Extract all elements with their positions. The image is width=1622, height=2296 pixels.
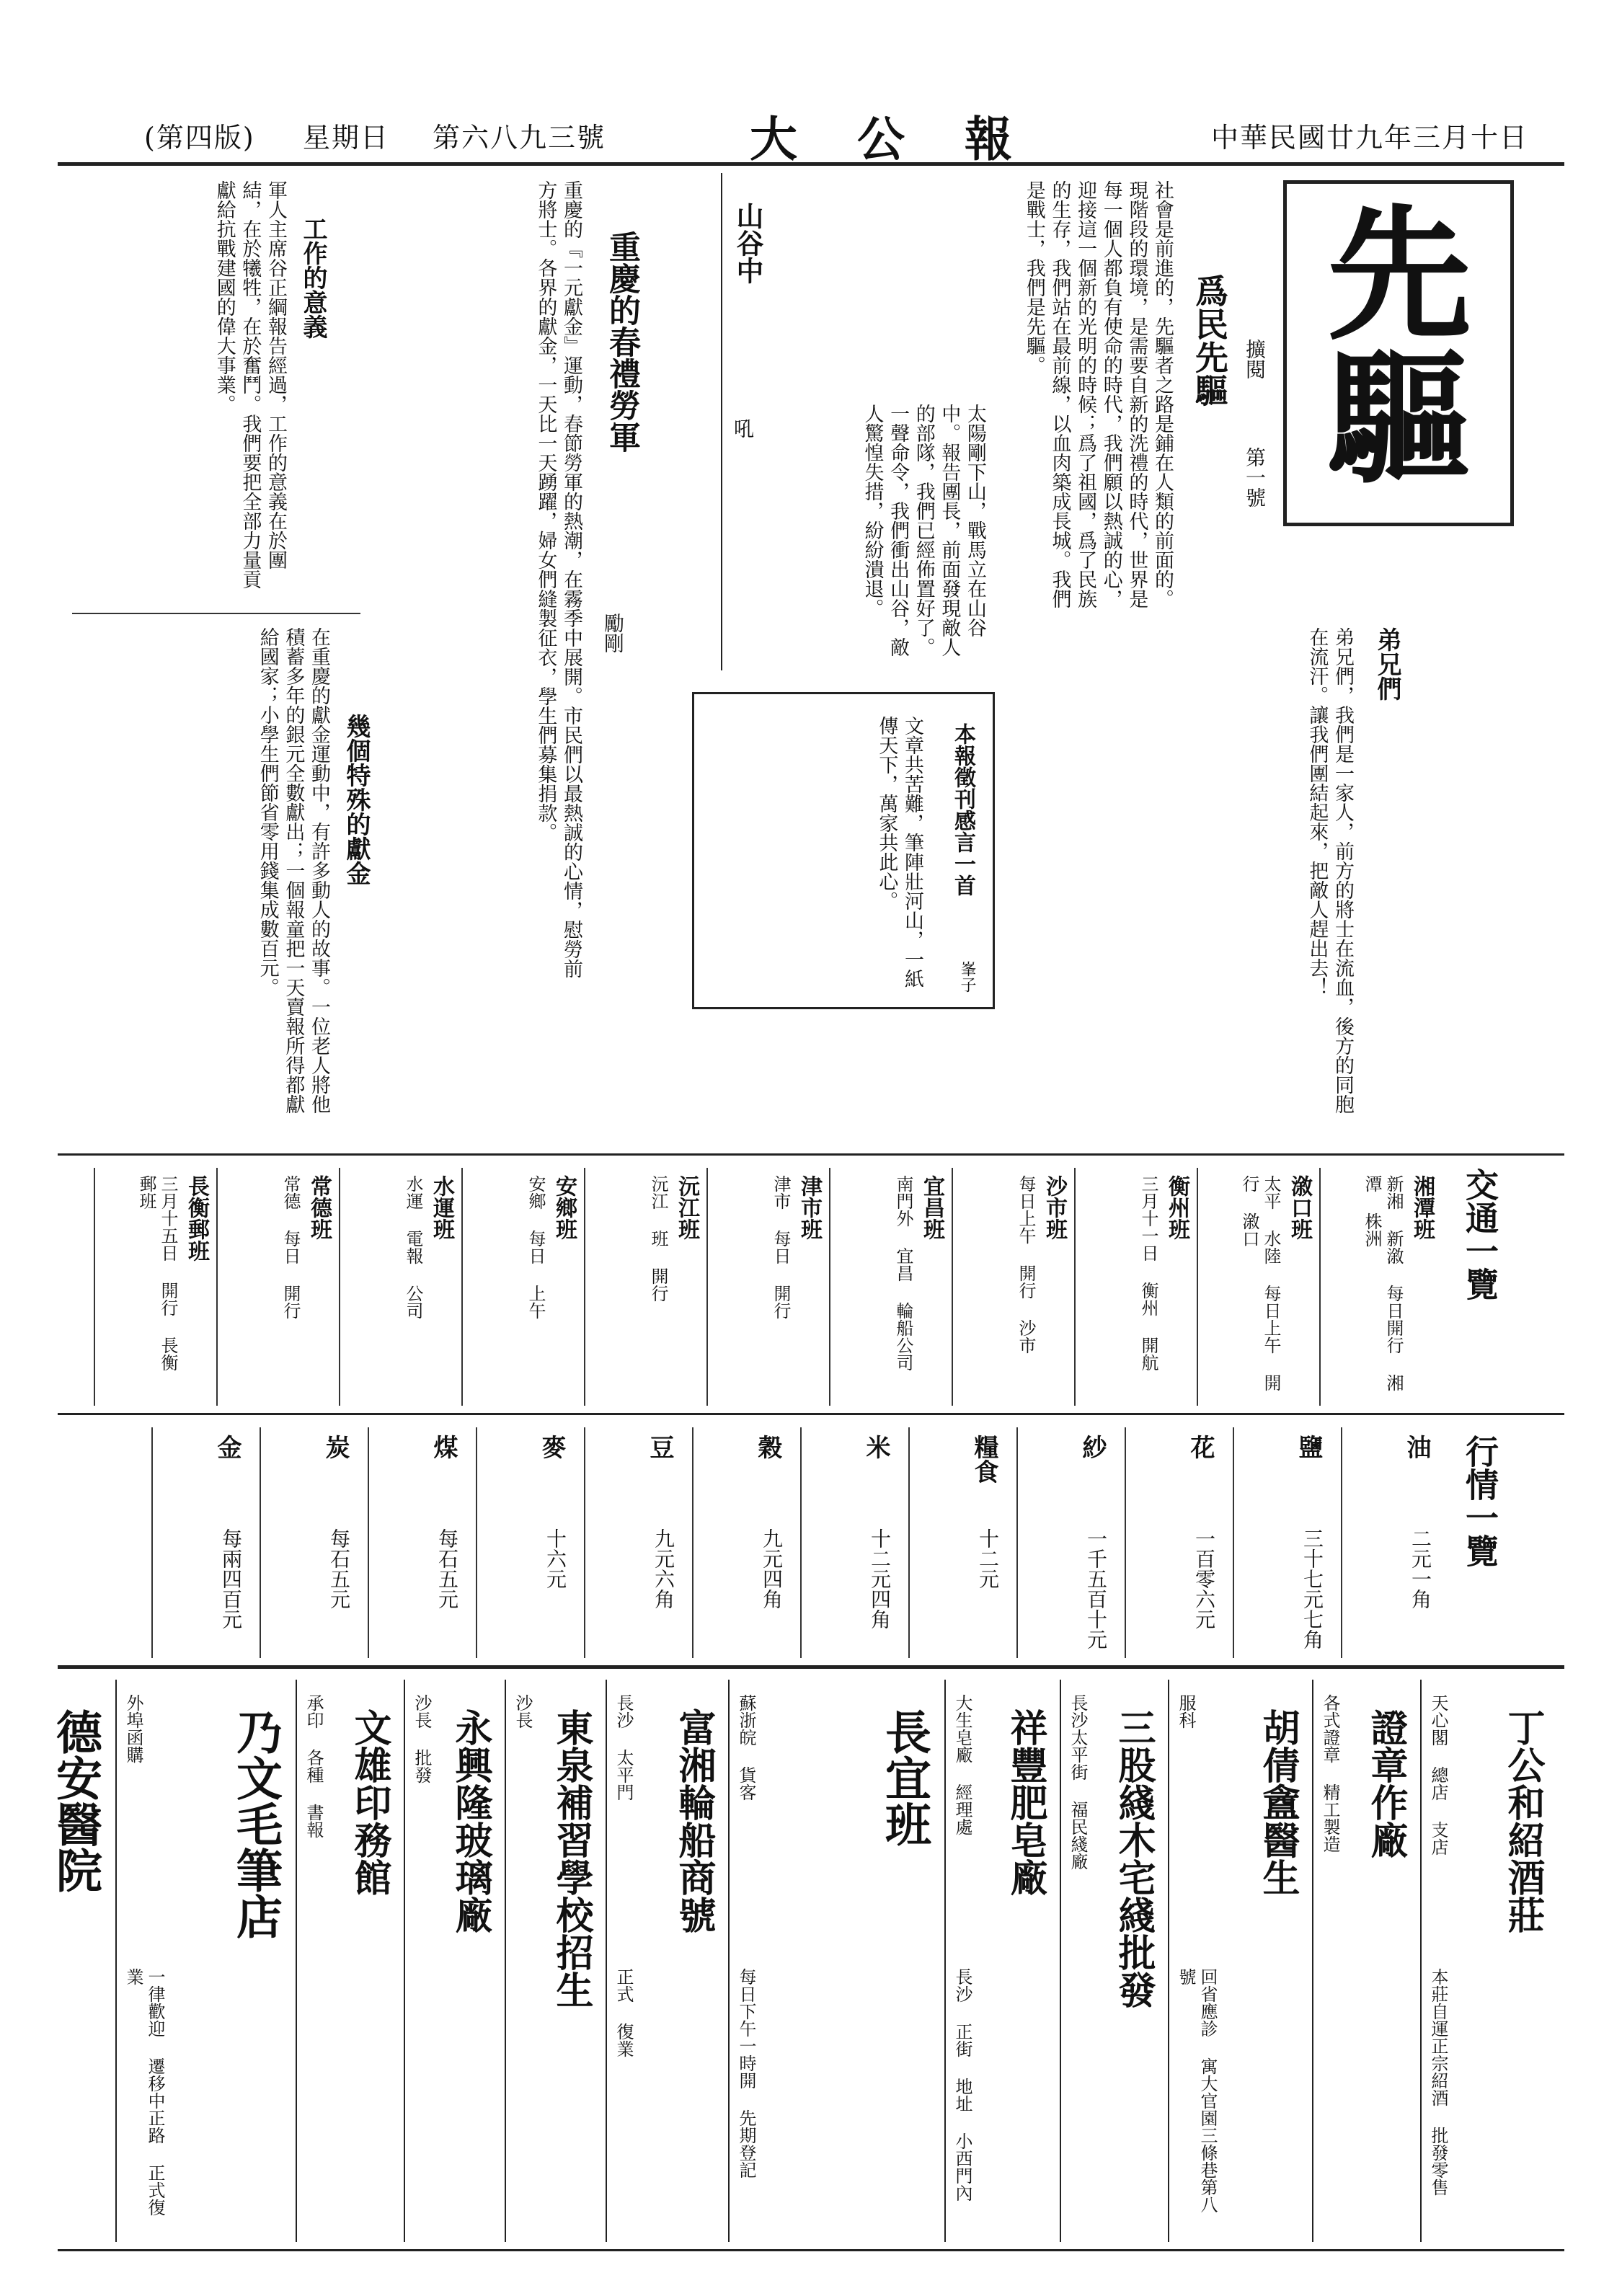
market-commodity: 豆 (645, 1435, 674, 1459)
traffic-column (339, 1168, 461, 1406)
market-price: 九元四角 (760, 1528, 784, 1609)
ad-subtitle: 大生皂廠 經理處 (952, 1694, 972, 1835)
traffic-note: 安鄉 每日 上午 (526, 1175, 546, 1319)
traffic-note: 水運 電報 公司 (403, 1175, 423, 1319)
market-commodity: 煤 (429, 1435, 458, 1459)
traffic-note: 三月十一日 衡州 開航 (1138, 1175, 1158, 1371)
traffic-column (952, 1168, 1074, 1406)
ad-subtitle: 蘇浙皖 貨客 (736, 1694, 756, 1801)
xianqu-banner (1283, 180, 1514, 526)
market-row (1016, 1427, 1125, 1658)
column2-text: 軍人主席谷正綱報告經過，工作的意義在於團結，在於犧牲，在於奮鬥。我們要把全部力量貢獻給抗戰建國的偉大事業。 (213, 180, 287, 589)
ad-subtitle: 長沙太平街 福民綫廠 (1068, 1694, 1088, 1870)
market-price: 每石五元 (327, 1528, 351, 1609)
market-price: 十二元 (976, 1528, 1000, 1589)
market-row (476, 1427, 584, 1658)
chongqing-text: 重慶的『一元獻金』運動，春節勞軍的熱潮，在霧季中展開。市民們以最熱誠的心情，慰勞前方將士。各界的獻金，一天比一天踴躍，婦女們縫製征衣，學生們募集捐款。 (534, 180, 582, 978)
ad-title: 富湘輪船商號 (672, 1708, 716, 1933)
market-commodity: 紗 (1078, 1435, 1107, 1459)
market-commodity: 麥 (537, 1435, 566, 1459)
traffic-note: 三月十五日 開行 長衡 郵班 (136, 1175, 178, 1371)
ad-title: 文雄印務館 (347, 1708, 391, 1896)
market-price: 三十七元七角 (1300, 1528, 1324, 1649)
market-commodity: 金 (213, 1435, 241, 1459)
ad-title: 東泉補習學校招生 (549, 1708, 593, 2008)
notice-author: 峯子 (958, 961, 976, 993)
ad-subtitle: 長沙 太平門 (613, 1694, 634, 1801)
special-text: 在重慶的獻金運動中，有許多動人的故事。一位老人將他積蓄多年的銀元全數獻出；一個報童把一天賣報所得都獻給國家；小學生們節省零用錢集成數百元。 (256, 627, 330, 1114)
ad-note: 本莊自運正宗紹酒 批發零售 (1428, 1968, 1448, 2196)
traffic-route-label: 沅江班 (674, 1175, 699, 1240)
notice-box (692, 692, 995, 1009)
traffic-note: 新湘 新漵 每日開行 湘潭 株洲 (1362, 1175, 1404, 1391)
ad-note: 一律歡迎 遷移中正路 正式復業 (123, 1968, 165, 2216)
ad-a12 (0, 1680, 115, 2242)
market-price: 二元一角 (1409, 1528, 1432, 1609)
xianqu-text: 社會是前進的，先驅者之路是鋪在人類的前面的。現階段的環境，是需要自新的洗禮的時代，世界是每一個人都負有使命的時代，我們願以熱誠的心，迎接這一個新的光明的時候；爲了祖國，爲了民族的生存，我們站在最前線，以血肉築成長城。我們是戰士，我們是先驅。 (1022, 180, 1174, 608)
masthead-date: 中華民國廿九年三月十日 (1211, 122, 1529, 154)
traffic-route-label: 安鄉班 (551, 1175, 577, 1240)
ad-a7 (606, 1680, 728, 2242)
ad-title: 祥豐肥皂廠 (1003, 1708, 1047, 1896)
ad-title: 長宜班 (877, 1708, 931, 1847)
traffic-note: 津市 每日 開行 (771, 1175, 791, 1319)
market-price: 十六元 (544, 1528, 567, 1589)
traffic-note: 沅江 班 開行 (648, 1175, 668, 1302)
market-row (151, 1427, 260, 1658)
traffic-column (1197, 1168, 1319, 1406)
traffic-note: 常德 每日 開行 (280, 1175, 301, 1319)
anhun-title: 山谷中 (732, 202, 764, 284)
ad-title: 三股綫木宅綫批發 (1112, 1708, 1156, 2008)
market-row (1341, 1427, 1449, 1658)
market-title: 行情一覽 (1461, 1435, 1499, 1567)
market-price: 一千五百十元 (1084, 1528, 1108, 1649)
notice-text: 文章共苦難，筆陣壯河山，一紙傳天下，萬家共此心。 (875, 716, 923, 988)
traffic-note: 南門外 宜昌 輪船公司 (893, 1175, 913, 1371)
masthead-page: (第四版) (144, 122, 255, 154)
market-commodity: 炭 (321, 1435, 350, 1459)
ad-subtitle: 服科 (1176, 1694, 1196, 1729)
anhun-author: 吼 (731, 418, 755, 438)
ad-note: 長沙 正街 地址 小西門內 (952, 1968, 972, 2202)
chongqing-title: 重慶的春禮勞軍 (603, 231, 640, 453)
masthead-day: 星期日 (303, 122, 390, 154)
traffic-column (216, 1168, 339, 1406)
section-rule-1 (58, 1153, 1564, 1156)
divider-left-block (721, 173, 722, 670)
ad-subtitle: 沙長 (513, 1694, 533, 1729)
ad-note: 回省應診 寓大官園三條巷第八號 (1176, 1968, 1218, 2213)
market-commodity: 鹽 (1294, 1435, 1323, 1459)
masthead-issue: 第六八九三號 (433, 122, 606, 154)
market-price: 十二元四角 (868, 1528, 892, 1629)
traffic-column (461, 1168, 584, 1406)
market-row (584, 1427, 692, 1658)
xianqu-banner-text: 先驅 (1303, 198, 1473, 487)
xianqu-credit: 擴閱 (1243, 339, 1267, 379)
xianqu-title: 爲民先驅 (1190, 274, 1229, 407)
market-row (260, 1427, 368, 1658)
ad-title: 乃文毛筆店 (229, 1708, 283, 1939)
bottom-rule (58, 2249, 1564, 2251)
traffic-route-label: 漵口班 (1287, 1175, 1312, 1240)
market-row (1125, 1427, 1233, 1658)
market-commodity: 糧食 (970, 1435, 998, 1484)
xianqu-number: 第一號 (1243, 447, 1267, 507)
traffic-column (1074, 1168, 1197, 1406)
traffic-route-label: 湘潭班 (1409, 1175, 1435, 1240)
ad-a9 (404, 1680, 505, 2242)
ad-a5 (944, 1680, 1060, 2242)
ad-note: 正式 復業 (613, 1968, 634, 2057)
ad-title: 永興隆玻璃廠 (448, 1708, 492, 1933)
brothers-title: 弟兄們 (1373, 627, 1401, 701)
ad-a8 (505, 1680, 606, 2242)
section-rule-3 (58, 1665, 1564, 1669)
ad-subtitle: 沙長 批發 (412, 1694, 432, 1783)
traffic-route-label: 長衡郵班 (184, 1175, 209, 1262)
column2-title: 工作的意義 (298, 216, 327, 339)
traffic-note: 太平 水陸 每日上午 開行 漵口 (1239, 1175, 1281, 1391)
chongqing-author: 勵剛 (601, 613, 625, 653)
traffic-route-label: 沙市班 (1042, 1175, 1067, 1240)
ad-a6 (728, 1680, 944, 2242)
ad-a2 (1312, 1680, 1420, 2242)
market-commodity: 花 (1186, 1435, 1215, 1459)
divider-col2 (72, 613, 360, 614)
ad-subtitle: 外埠函購 (123, 1694, 143, 1763)
traffic-column (706, 1168, 829, 1406)
traffic-column (1319, 1168, 1442, 1406)
traffic-column (94, 1168, 216, 1406)
market-price: 每石五元 (435, 1528, 459, 1609)
masthead-paper: 大 公 報 (750, 111, 1034, 167)
ad-note: 每日下午一時開 先期登記 (736, 1968, 756, 2178)
anhun-text: 太陽剛下山，戰馬立在山谷中。報告團長，前面發現敵人的部隊，我們已經佈置好了。一聲命令，我們衝出山谷，敵人驚惶失措，紛紛潰退。 (861, 404, 986, 657)
brothers-text: 弟兄們，我們是一家人，前方的將士在流血，後方的同胞在流汗。讓我們團結起來，把敵人趕出去！ (1306, 627, 1354, 1114)
anhun-text-2 (678, 180, 721, 606)
market-row (800, 1427, 908, 1658)
ad-a11 (115, 1680, 296, 2242)
market-row (908, 1427, 1016, 1658)
traffic-route-label: 常德班 (306, 1175, 332, 1240)
ad-a10 (296, 1680, 404, 2242)
traffic-note: 每日上午 開行 沙市 (1016, 1175, 1036, 1354)
notice-title: 本報徵刊感言一首 (950, 723, 975, 896)
special-title: 幾個特殊的獻金 (342, 714, 371, 885)
ad-subtitle: 天心閣 總店 支店 (1428, 1694, 1448, 1856)
traffic-title: 交通一覽 (1461, 1168, 1499, 1300)
ad-subtitle: 各式證章 精工製造 (1320, 1694, 1340, 1853)
ad-a1 (1420, 1680, 1557, 2242)
ad-title: 證章作廠 (1364, 1708, 1408, 1858)
ad-title: 德安醫院 (48, 1708, 102, 1893)
market-commodity: 油 (1402, 1435, 1431, 1459)
market-price: 每兩四百元 (219, 1528, 243, 1629)
market-row (692, 1427, 800, 1658)
ad-a4 (1060, 1680, 1168, 2242)
ad-subtitle: 承印 各種 書報 (303, 1694, 324, 1838)
traffic-route-label: 宜昌班 (919, 1175, 944, 1240)
traffic-route-label: 水運班 (429, 1175, 454, 1240)
traffic-column (584, 1168, 706, 1406)
market-price: 一百零六元 (1192, 1528, 1216, 1629)
market-row (368, 1427, 476, 1658)
ad-title: 胡倩盦醫生 (1256, 1708, 1300, 1896)
market-commodity: 穀 (753, 1435, 782, 1459)
ad-title: 丁公和紹酒莊 (1501, 1708, 1545, 1933)
market-row (1233, 1427, 1341, 1658)
masthead-rule (58, 162, 1564, 166)
ad-a3 (1168, 1680, 1312, 2242)
traffic-column (829, 1168, 952, 1406)
traffic-route-label: 衡州班 (1164, 1175, 1189, 1240)
market-price: 九元六角 (652, 1528, 675, 1609)
traffic-route-label: 津市班 (797, 1175, 822, 1240)
section-rule-2 (58, 1413, 1564, 1415)
market-commodity: 米 (861, 1435, 890, 1459)
